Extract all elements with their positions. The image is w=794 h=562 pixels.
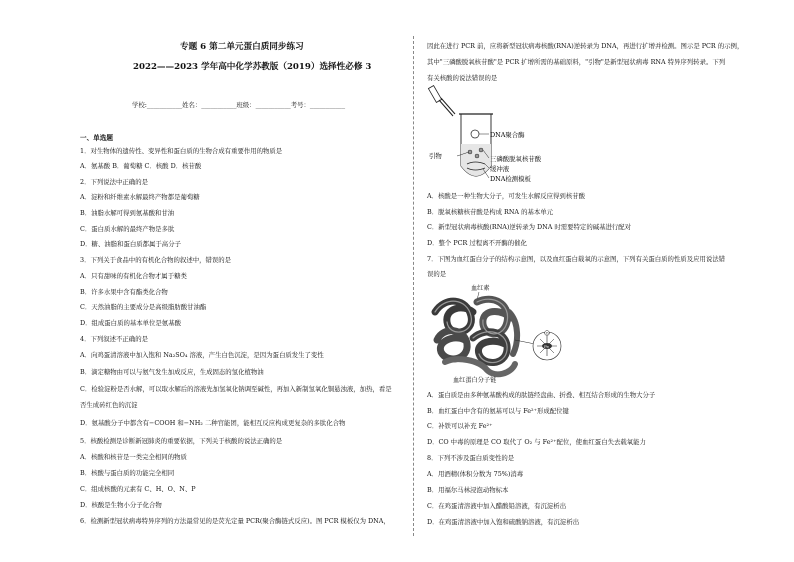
label-template: DNA检测模板 [490, 175, 531, 183]
label-buffer: 缓冲液 [490, 165, 510, 173]
option-line: C．在鸡蛋清溶液中加入醋酸铅溶液，有沉淀析出 [427, 502, 567, 510]
question-line: C．天然油脂的主要成分是高级脂肪酸甘油酯 [80, 303, 207, 311]
label-fe: Fe [544, 344, 549, 349]
question-line: C．检验淀粉是否水解，可以取水解后的溶液先加氢氧化钠调至碱性，再加入新制氢氧化铜悬浊液，加热，看是 [80, 385, 392, 393]
hemoglobin-figure [427, 282, 577, 386]
question-line: 1．对生物体的遗传性、变异性和蛋白质的生物合成有重要作用的物质是 [80, 147, 283, 155]
section-heading: 一、单选题 [80, 134, 113, 142]
question-line: 2．下列说法中正确的是 [80, 178, 148, 186]
question-line: 5．核酸检测是诊断新冠肺炎的重要依据，下列关于核酸的说法正确的是 [80, 437, 283, 445]
title-line-2: 2022——2023 学年高中化学苏教版（2019）选择性必修 3 [133, 62, 372, 72]
question-line: 其中"三磷酸脱氧核苷酸"是 PCR 扩增所需的基础原料，"引物"是新型冠状病毒 RNA 特异序列转录。下列 [427, 58, 726, 66]
option-line: D．CO 中毒的原理是 CO 取代了 O₂ 与 Fe²⁺配位，使血红蛋白失去载氧能力 [427, 438, 646, 446]
label-o: O [545, 331, 549, 336]
question-line: D．核酸是生物小分子化合物 [80, 501, 162, 509]
option-line: B．用福尔马林浸泡动物标本 [427, 486, 509, 494]
question-line: A．淀粉和纤维素水解最终产物都是葡萄糖 [80, 193, 200, 201]
title-line-1: 专题 6 第二单元蛋白质同步练习 [180, 42, 304, 52]
option-line: D．在鸡蛋清溶液中加入饱和硫酸钠溶液，有沉淀析出 [427, 518, 580, 526]
option-line: A．核酸是一种生物大分子，可发生水解反应得到核苷酸 [427, 192, 585, 200]
question-line: D．糖、油脂和蛋白质都属于高分子 [80, 240, 181, 248]
question-line: 因此在进行 PCR 前，应将新型冠状病毒核酸(RNA)逆转录为 DNA，再进行扩增并检测。图示是 PCR 的示例， [427, 42, 744, 50]
question-line: D．组成蛋白质的基本单位是氨基酸 [80, 319, 181, 327]
question-line: 7．下图为血红蛋白分子的结构示意图，以及血红蛋白载氧的示意图，下列有关蛋白质的性质及应用说法错 [427, 255, 726, 263]
question-line: B．油脂水解可得到氨基酸和甘油 [80, 209, 175, 217]
question-line: 8．下列不涉及蛋白质变性的是 [427, 454, 515, 462]
option-line: B．血红蛋白中含有的氨基可以与 Fe²⁺形成配位键 [427, 407, 569, 415]
option-line: A．用酒精(体积分数为 75%)消毒 [427, 470, 524, 478]
label-dna-polymerase: DNA聚合酶 [490, 131, 525, 139]
question-line: B．许多水果中含有酯类化合物 [80, 288, 168, 296]
question-line: C．蛋白质水解的最终产物是多肽 [80, 225, 175, 233]
protein-chain-icon [435, 299, 517, 374]
option-line: B．脱氧核糖核苷酸是构成 RNA 的基本单元 [427, 208, 554, 216]
question-line: 3．下列关于食品中的有机化合物的叙述中，错误的是 [80, 256, 232, 264]
question-line: A．只有甜味的有机化合物才属于糖类 [80, 272, 187, 280]
label-heme: 血红素 [471, 285, 490, 292]
label-protein-chain: 血红蛋白分子链 [453, 377, 497, 384]
question-line: D．氨基酸分子中都含有−COOH 和−NH₂ 二种官能团，能相互反应构成更复杂的多肽化合物 [80, 419, 346, 427]
question-line: B．核酸与蛋白质的功能完全相同 [80, 469, 175, 477]
option-line: D．整个 PCR 过程离不开酶的催化 [427, 239, 527, 247]
question-line: C．组成核酸的元素有 C、H、O、N、P [80, 485, 196, 493]
question-line: B．滴定糖物由可以与氨气发生加成反应，生成固态的氢化植物油 [80, 368, 264, 376]
question-line: 4．下列叙述不正确的是 [80, 335, 148, 343]
label-dntp: 三磷酸脱氧核苷酸 [490, 155, 542, 163]
question-line: A．氨基酸 B．葡萄糖 C．核酸 D．核苷酸 [80, 162, 202, 170]
question-line: 否生成砖红色的沉淀 [80, 401, 138, 409]
column-divider [413, 36, 414, 536]
question-line: A．向鸡蛋清溶液中加入饱和 Na₂SO₄ 溶液，产生白色沉淀，是因为蛋白质发生了变性 [80, 351, 324, 359]
pipette-icon [428, 86, 455, 116]
question-line: A．核酸和核苷是一类完全相同的物质 [80, 453, 187, 461]
student-info-line: 学校:___________姓名：___________班级：___________考号：___________ [132, 101, 346, 109]
pcr-tube-figure [427, 84, 607, 188]
option-line: C．补铁可以补充 Fe²⁺ [427, 422, 493, 430]
question-line: 有关核酸的说法错误的是 [427, 74, 498, 82]
option-line: A．蛋白质是由多种氨基酸构成的肽链经盘曲、折叠、相互结合形成的生物大分子 [427, 391, 656, 399]
question-line: 6．检测新型冠状病毒特异序列的方法最常见的是荧光定量 PCR(聚合酶链式反应)。图 PCR 模板仅为 DNA， [80, 517, 390, 525]
heme-iron-icon [533, 331, 561, 360]
label-primer: 引物 [429, 152, 442, 160]
option-line: C．新型冠状病毒核酸(RNA)逆转录为 DNA 时需要特定的碱基进行配对 [427, 223, 632, 231]
question-line: 误的是 [427, 270, 447, 278]
